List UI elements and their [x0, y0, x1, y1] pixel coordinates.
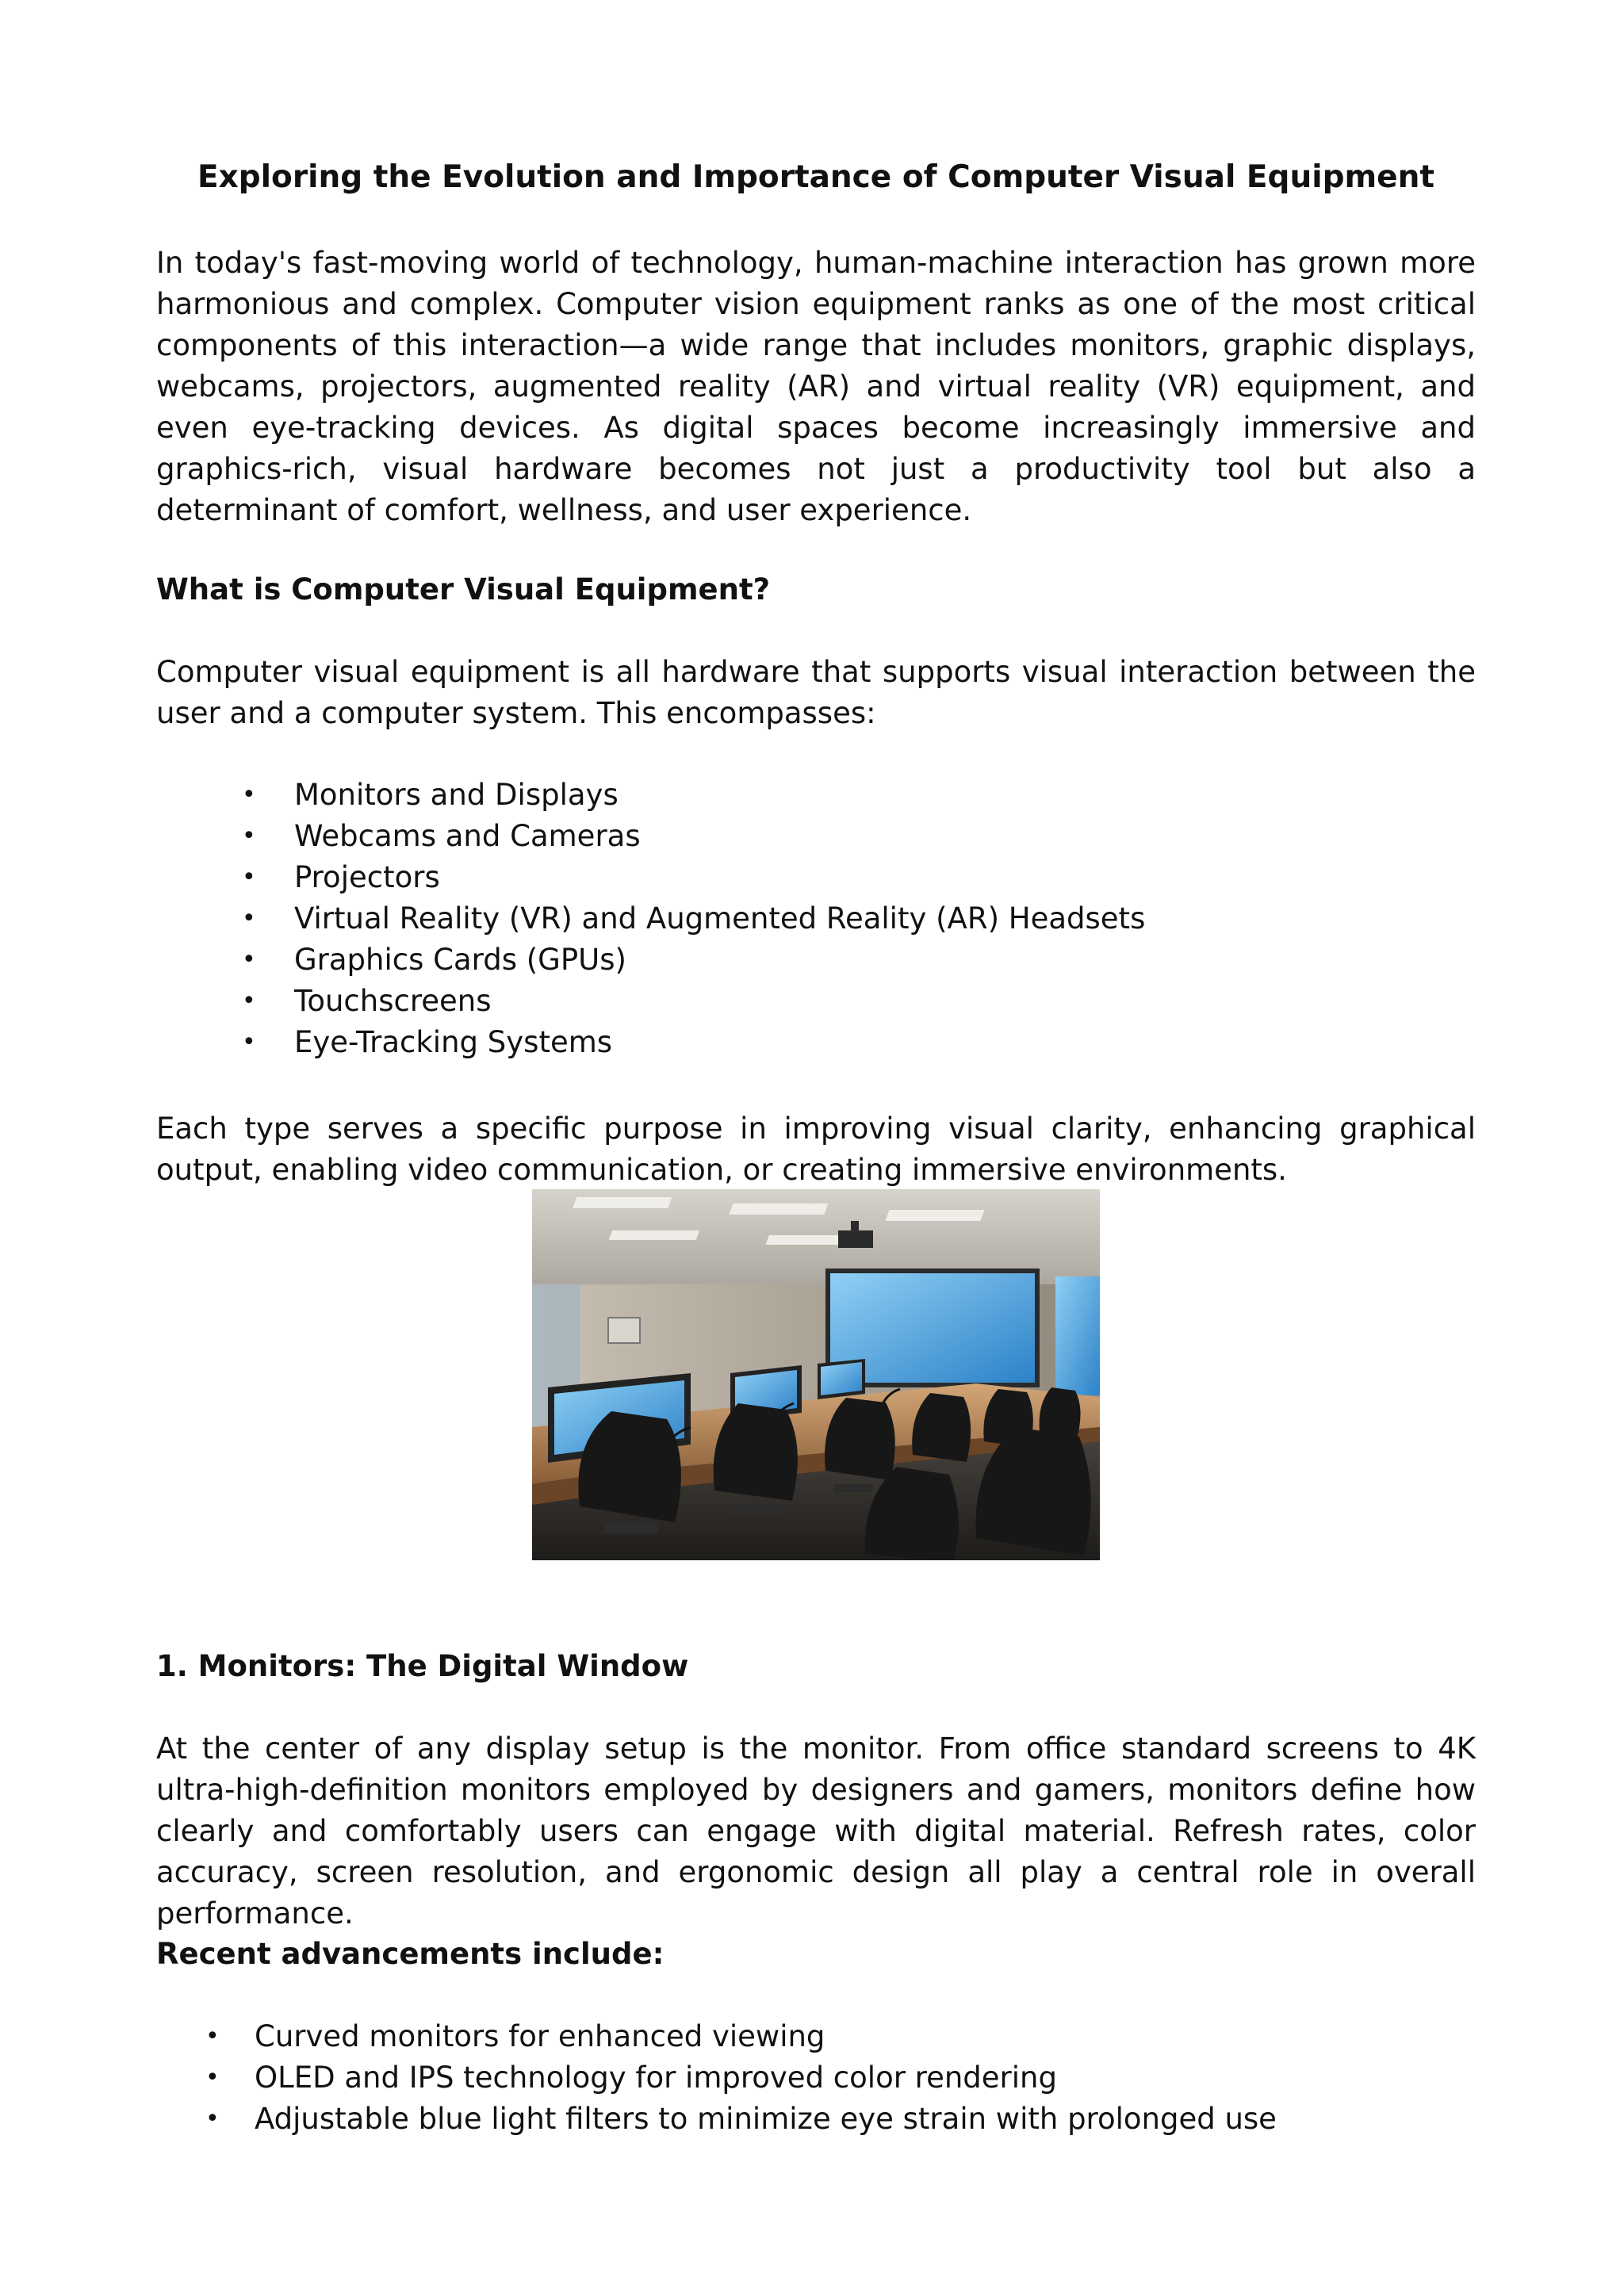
list-item: • Monitors and Displays — [294, 775, 1145, 816]
bullet-icon: • — [242, 905, 256, 932]
section1-body-paragraph: Computer visual equipment is all hardware that supports visual interaction between the user and a computer system. This encompasses: — [156, 655, 1476, 730]
list-item: • Graphics Cards (GPUs) — [294, 939, 1145, 981]
list-item: • Eye-Tracking Systems — [294, 1022, 1145, 1063]
list-item: • Projectors — [294, 857, 1145, 898]
section-heading-what-is: What is Computer Visual Equipment? — [156, 572, 771, 607]
section1-closing-paragraph: Each type serves a specific purpose in improving visual clarity, enhancing graphical output, enabling video communication, or creating immersive environments. — [156, 1112, 1476, 1187]
intro-paragraph: In today's fast-moving world of technology, human-machine interaction has grown more harmonious and complex. Computer vision equipment ranks as one of the most critical components of this interaction—a wide range that includes monitors, graphic displays, webcams, projectors, augmented reality (AR) and virtual reality (VR) equipment, and even eye-tracking devices. As digital spaces become increasingly immersive and graphics-rich, visual hardware becomes not just a productivity tool but also a determinant of comfort, wellness, and user experience. — [156, 246, 1476, 527]
document-title: Exploring the Evolution and Importance of Computer Visual Equipment — [197, 159, 1435, 195]
bullet-icon: • — [205, 2064, 220, 2091]
subheading-advancements: Recent advancements include: — [156, 1937, 665, 1971]
list-item: • Curved monitors for enhanced viewing — [255, 2016, 1277, 2057]
list-item: • OLED and IPS technology for improved color rendering — [255, 2057, 1277, 2099]
equipment-list — [242, 775, 1146, 1063]
bullet-icon: • — [242, 987, 256, 1015]
section2-body-paragraph: At the center of any display setup is the monitor. From office standard screens to 4K ultra-high-definition monitors employed by designers and gamers, monitors define how clearly and comfortably users can engage with digital material. Refresh rates, color accuracy, screen resolution, and ergonomic design all play a central role in overall performance. — [156, 1732, 1476, 1931]
list-item: • Adjustable blue light filters to minimize eye strain with prolonged use — [255, 2099, 1277, 2140]
conference-room-photo — [532, 1189, 1100, 1560]
list-item: • Virtual Reality (VR) and Augmented Reality (AR) Headsets — [294, 898, 1145, 939]
bullet-icon: • — [242, 781, 256, 809]
bullet-icon: • — [242, 946, 256, 974]
list-item: • Webcams and Cameras — [294, 816, 1145, 857]
bullet-icon: • — [242, 822, 256, 850]
advancements-list — [205, 2016, 1277, 2140]
section-heading-monitors: 1. Monitors: The Digital Window — [156, 1649, 689, 1683]
conference-room-illustration — [532, 1189, 1100, 1560]
bullet-icon: • — [242, 1028, 256, 1056]
bullet-icon: • — [242, 863, 256, 891]
bullet-icon: • — [205, 2105, 220, 2133]
bullet-icon: • — [205, 2022, 220, 2050]
list-item: • Touchscreens — [294, 981, 1145, 1022]
